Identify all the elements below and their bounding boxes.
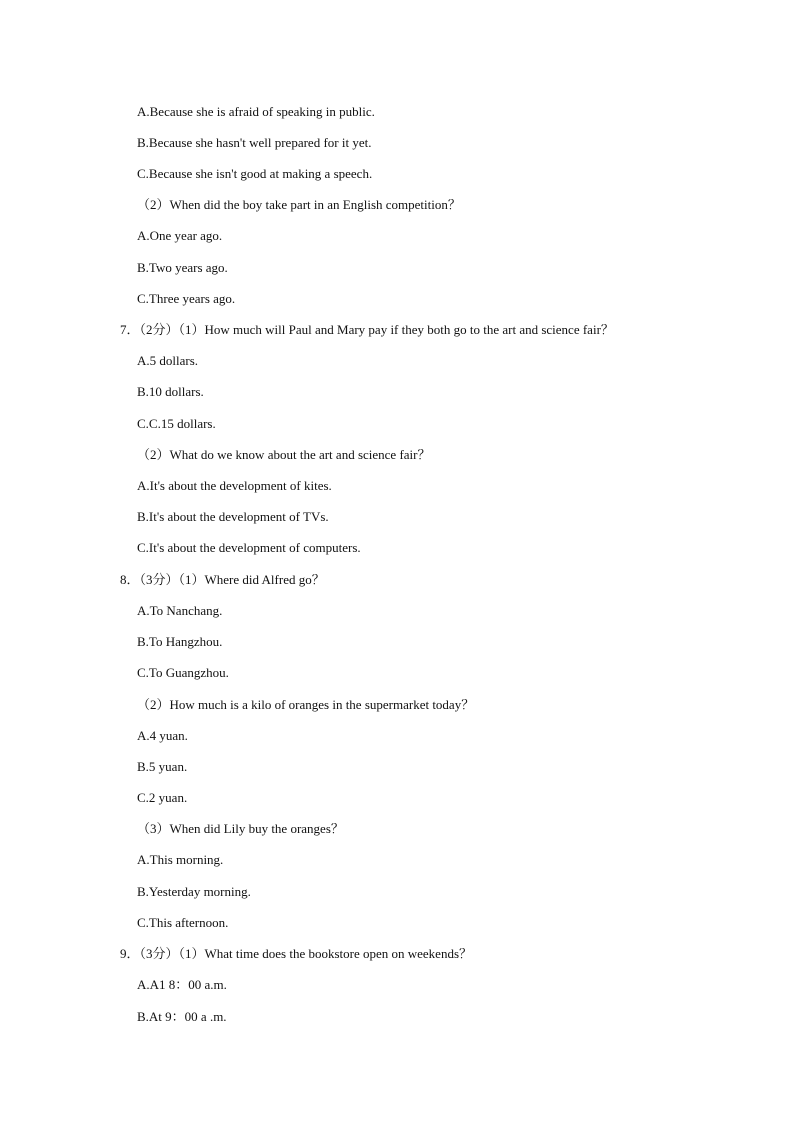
option-text: B.Two years ago. [137, 260, 228, 275]
sub-question: （2）How much is a kilo of oranges in the supermarket today？ [137, 697, 475, 712]
sub-question: （3）When did Lily buy the oranges？ [137, 821, 344, 836]
option-text: C.C.15 dollars. [137, 416, 216, 431]
option-text: A.This morning. [137, 852, 224, 867]
question-heading: 9．（3分）（1）What time does the bookstore open on weekends？ [120, 946, 473, 961]
option-text: B.10 dollars. [137, 384, 204, 399]
question-heading: 8．（3分）（1）Where did Alfred go？ [120, 572, 325, 587]
sub-question: （2）When did the boy take part in an English competition？ [137, 197, 461, 212]
option-text: B.5 yuan. [137, 759, 188, 774]
option-text: A.4 yuan. [137, 728, 188, 743]
option-text: A.It's about the development of kites. [137, 478, 332, 493]
option-text: C.This afternoon. [137, 915, 229, 930]
question-heading: 7．（2分）（1）How much will Paul and Mary pay if they both go to the art and science fair？ [120, 322, 614, 337]
option-text: C.To Guangzhou. [137, 665, 229, 680]
option-text: B.It's about the development of TVs. [137, 509, 329, 524]
option-text: B.Because she hasn't well prepared for it yet. [137, 135, 372, 150]
option-text: C.Because she isn't good at making a speech. [137, 166, 373, 181]
sub-question: （2）What do we know about the art and science fair？ [137, 447, 431, 462]
option-text: A.One year ago. [137, 228, 223, 243]
option-text: B.At 9：00 a .m. [137, 1009, 227, 1024]
option-text: B.To Hangzhou. [137, 634, 223, 649]
option-text: A.A1 8：00 a.m. [137, 977, 227, 992]
option-text: A.Because she is afraid of speaking in public. [137, 104, 375, 119]
option-text: C.Three years ago. [137, 291, 236, 306]
option-text: C.It's about the development of computers. [137, 540, 361, 555]
option-text: B.Yesterday morning. [137, 884, 251, 899]
option-text: A.To Nanchang. [137, 603, 223, 618]
option-text: A.5 dollars. [137, 353, 199, 368]
option-text: C.2 yuan. [137, 790, 188, 805]
